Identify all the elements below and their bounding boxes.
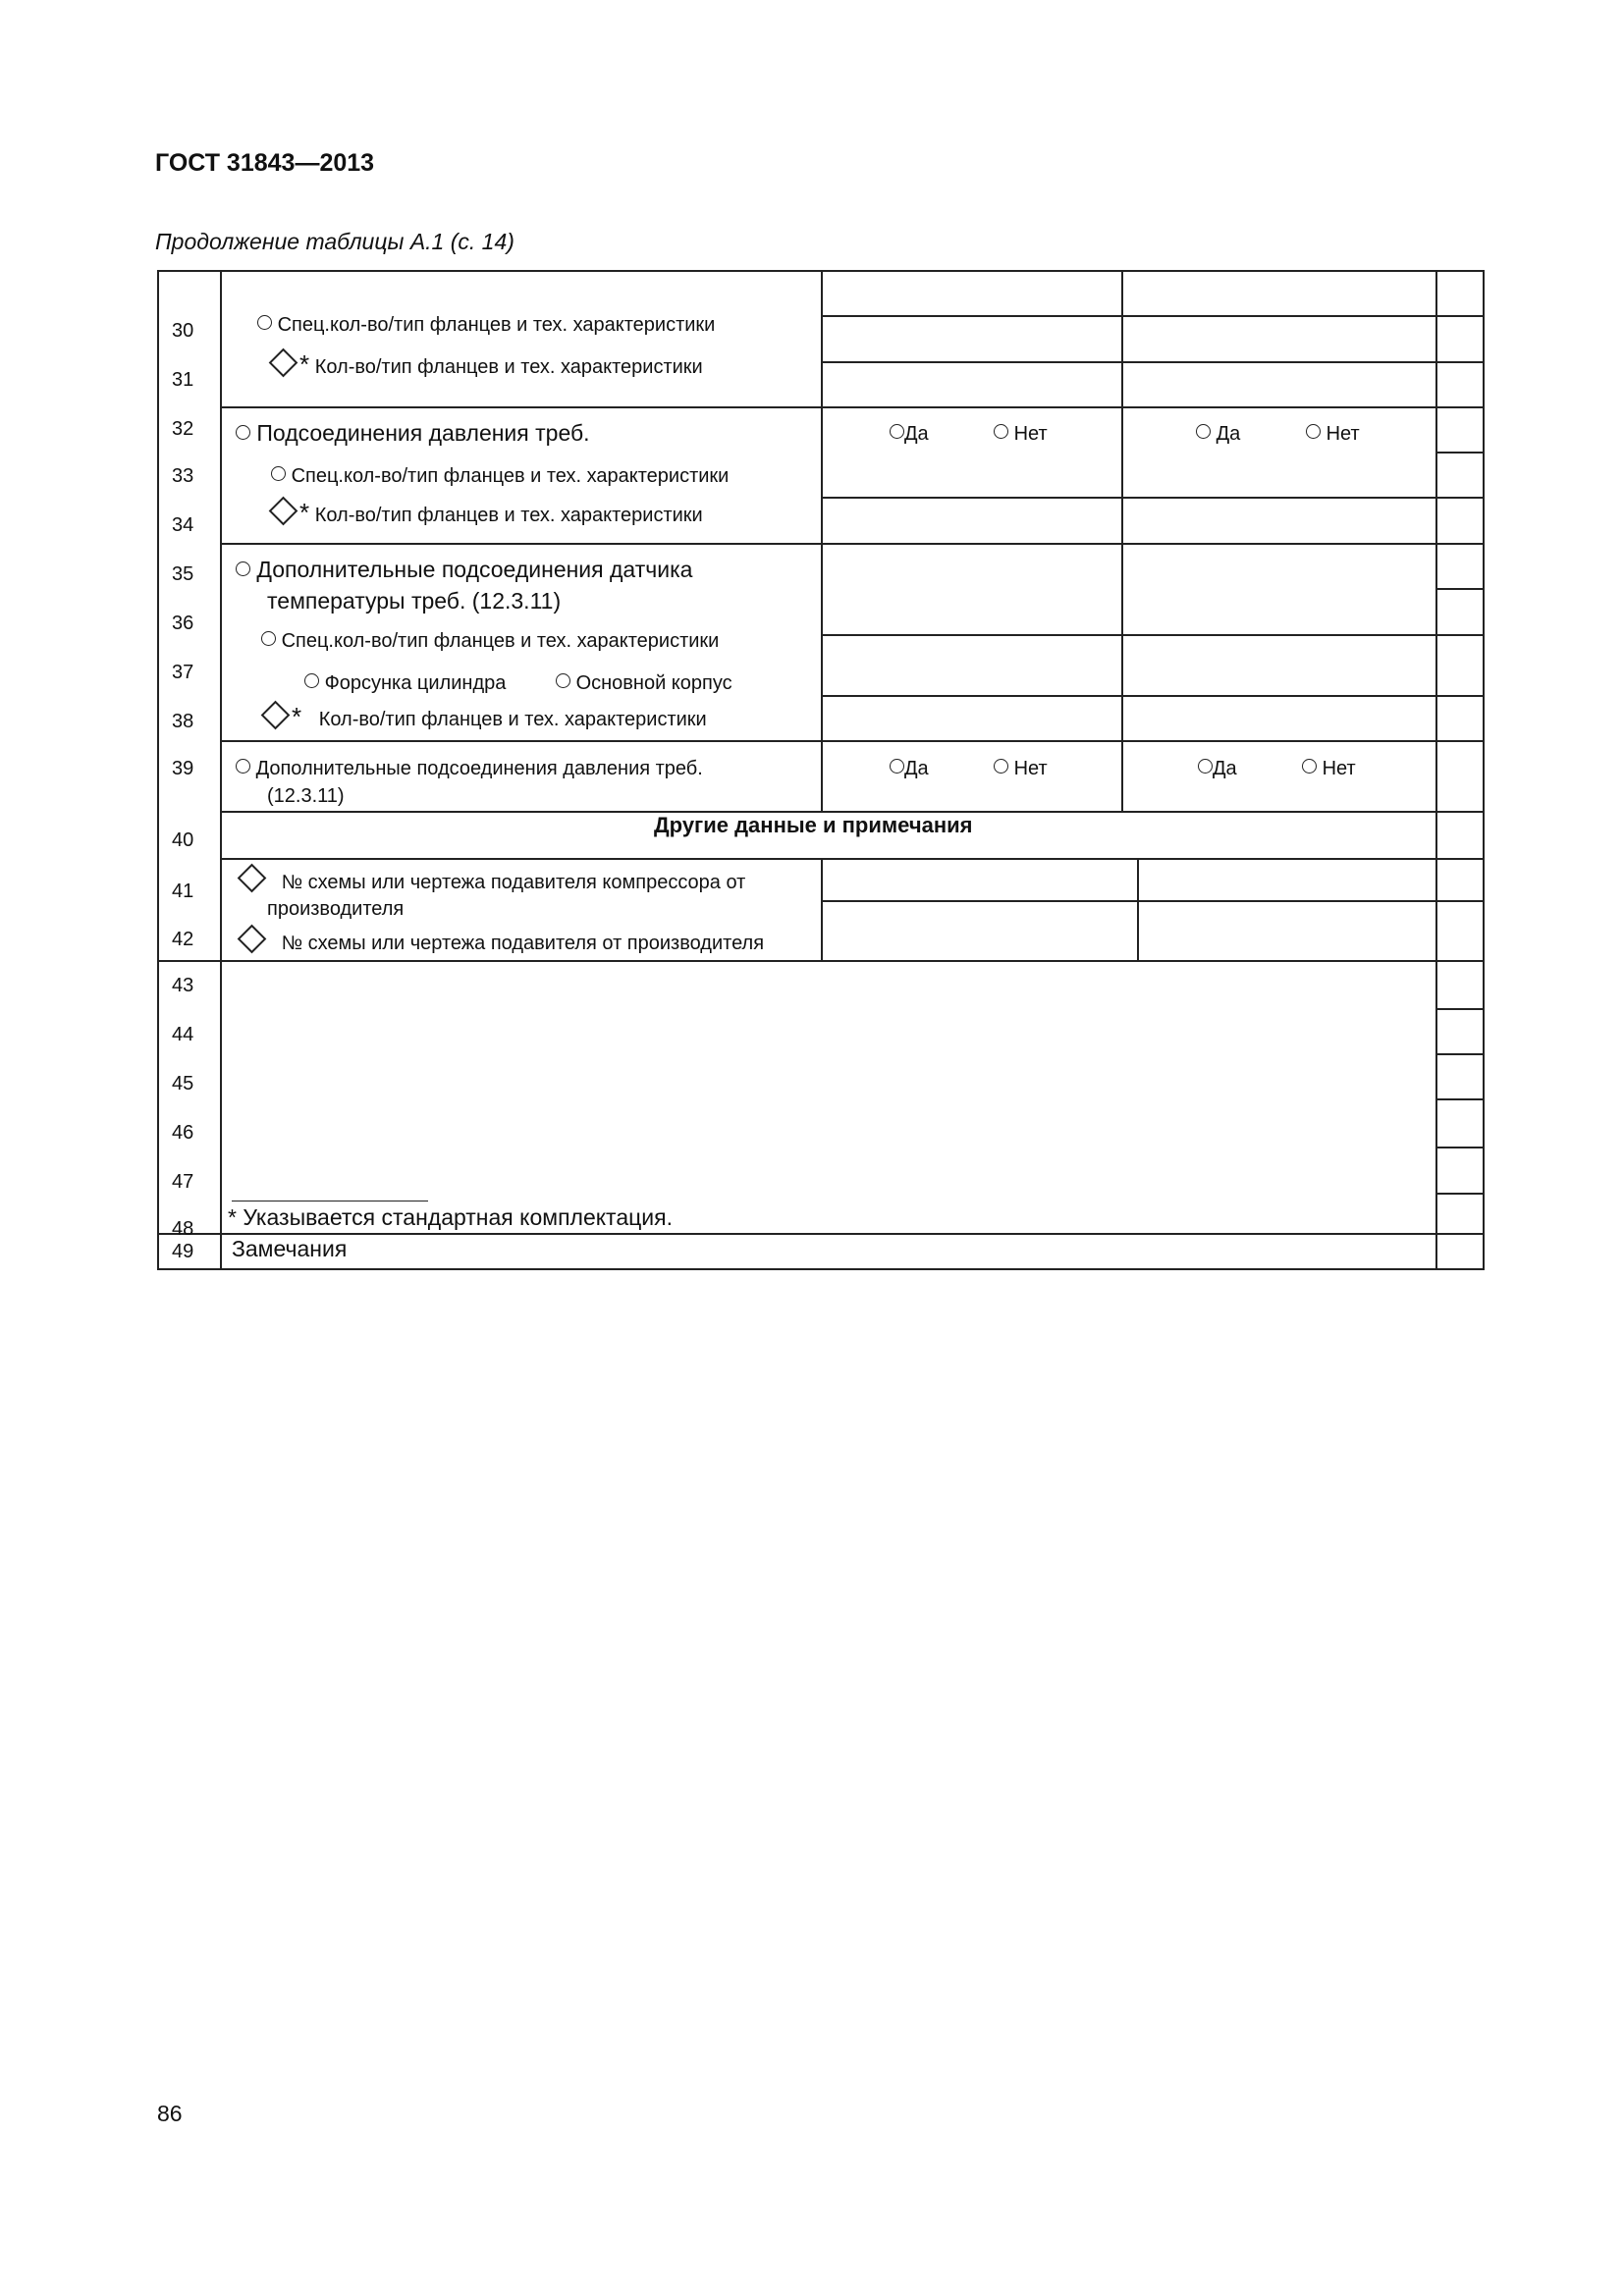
item-label: № схемы или чертежа подавителя от производителя xyxy=(281,933,765,954)
diamond-icon xyxy=(238,925,267,954)
yes-label: Да xyxy=(1213,758,1237,779)
row-number: 38 xyxy=(172,711,194,732)
circle-icon xyxy=(994,759,1008,774)
row-number: 37 xyxy=(172,662,194,683)
diamond-icon xyxy=(238,864,267,893)
circle-icon xyxy=(994,424,1008,439)
section-heading: Другие данные и примечания xyxy=(654,813,973,837)
no-option[interactable] xyxy=(994,758,1048,780)
circle-icon xyxy=(1198,759,1213,774)
row-number: 40 xyxy=(172,829,194,851)
circle-icon xyxy=(890,424,904,439)
item-row xyxy=(236,557,692,583)
item-row xyxy=(257,314,715,337)
item-row xyxy=(261,630,719,653)
row-number: 30 xyxy=(172,320,194,342)
footnote-text: Указывается стандартная комплектация. xyxy=(243,1204,673,1230)
no-label: Нет xyxy=(1013,758,1048,779)
diamond-icon xyxy=(269,348,298,378)
yes-label: Да xyxy=(1216,423,1241,445)
circle-icon xyxy=(556,673,570,688)
row-number: 43 xyxy=(172,975,194,996)
item-row xyxy=(236,420,590,447)
row-number: 41 xyxy=(172,881,194,902)
circle-icon xyxy=(304,673,319,688)
row-number: 42 xyxy=(172,929,194,950)
row-number: 34 xyxy=(172,514,194,536)
circle-icon xyxy=(261,631,276,646)
item-label: Дополнительные подсоединения давления треб. xyxy=(255,758,703,779)
row-number: 36 xyxy=(172,613,194,634)
item-row xyxy=(269,349,703,380)
row-number: 49 xyxy=(172,1241,194,1262)
item-row xyxy=(271,465,729,488)
item-label: Кол-во/тип фланцев и тех. характеристики xyxy=(314,505,703,526)
row-number: 45 xyxy=(172,1073,194,1095)
star-icon: * xyxy=(228,1204,237,1230)
star-icon: * xyxy=(292,702,302,731)
table-caption: Продолжение таблицы А.1 (с. 14) xyxy=(155,229,514,254)
no-label: Нет xyxy=(1326,423,1360,445)
yes-option[interactable] xyxy=(1196,423,1240,446)
footnote xyxy=(228,1204,673,1231)
item-label: Спец.кол-во/тип фланцев и тех. характеристики xyxy=(291,465,730,487)
document-title: ГОСТ 31843—2013 xyxy=(155,149,375,177)
item-label: Подсоединения давления треб. xyxy=(256,420,590,446)
no-option[interactable] xyxy=(1302,758,1356,780)
item-label-continued: температуры треб. (12.3.11) xyxy=(267,588,562,614)
item-label: Кол-во/тип фланцев и тех. характеристики xyxy=(314,356,703,378)
item-row xyxy=(236,758,703,780)
circle-icon xyxy=(1306,424,1321,439)
item-label: № схемы или чертежа подавителя компрессора от xyxy=(281,872,746,893)
row-number: 33 xyxy=(172,465,194,487)
item-label-continued: производителя xyxy=(267,898,405,920)
yes-label: Да xyxy=(904,423,929,445)
item-label: Дополнительные подсоединения датчика xyxy=(256,557,693,582)
diamond-icon xyxy=(261,701,291,730)
item-label-continued: (12.3.11) xyxy=(267,785,345,807)
star-icon: * xyxy=(299,498,310,527)
option-label: Основной корпус xyxy=(575,672,732,694)
no-label: Нет xyxy=(1013,423,1048,445)
row-number: 35 xyxy=(172,563,194,585)
option-item[interactable] xyxy=(304,672,506,695)
circle-icon xyxy=(236,561,250,576)
circle-icon xyxy=(257,315,272,330)
option-item[interactable] xyxy=(556,672,732,695)
item-label: Спец.кол-во/тип фланцев и тех. характеристики xyxy=(281,630,720,652)
circle-icon xyxy=(1302,759,1317,774)
row-number: 48 xyxy=(172,1218,194,1240)
yes-option[interactable] xyxy=(890,758,929,780)
option-label: Форсунка цилиндра xyxy=(324,672,507,694)
row-number: 39 xyxy=(172,758,194,779)
yes-option[interactable] xyxy=(1198,758,1237,780)
no-option[interactable] xyxy=(994,423,1048,446)
item-row xyxy=(238,929,764,955)
item-row xyxy=(238,868,745,894)
row-number: 46 xyxy=(172,1122,194,1144)
item-row xyxy=(261,702,707,732)
row-number: 31 xyxy=(172,369,194,391)
item-label: Кол-во/тип фланцев и тех. характеристики xyxy=(318,709,707,730)
item-row xyxy=(269,498,703,528)
yes-label: Да xyxy=(904,758,929,779)
no-label: Нет xyxy=(1322,758,1356,779)
circle-icon xyxy=(1196,424,1211,439)
page-number: 86 xyxy=(157,2101,183,2126)
diamond-icon xyxy=(269,497,298,526)
row-number: 44 xyxy=(172,1024,194,1045)
circle-icon xyxy=(890,759,904,774)
no-option[interactable] xyxy=(1306,423,1360,446)
circle-icon xyxy=(271,466,286,481)
row-number: 47 xyxy=(172,1171,194,1193)
item-label: Спец.кол-во/тип фланцев и тех. характеристики xyxy=(277,314,716,336)
remarks-label: Замечания xyxy=(232,1236,348,1261)
row-number: 32 xyxy=(172,418,194,440)
star-icon: * xyxy=(299,349,310,379)
circle-icon xyxy=(236,425,250,440)
yes-option[interactable] xyxy=(890,423,929,446)
circle-icon xyxy=(236,759,250,774)
